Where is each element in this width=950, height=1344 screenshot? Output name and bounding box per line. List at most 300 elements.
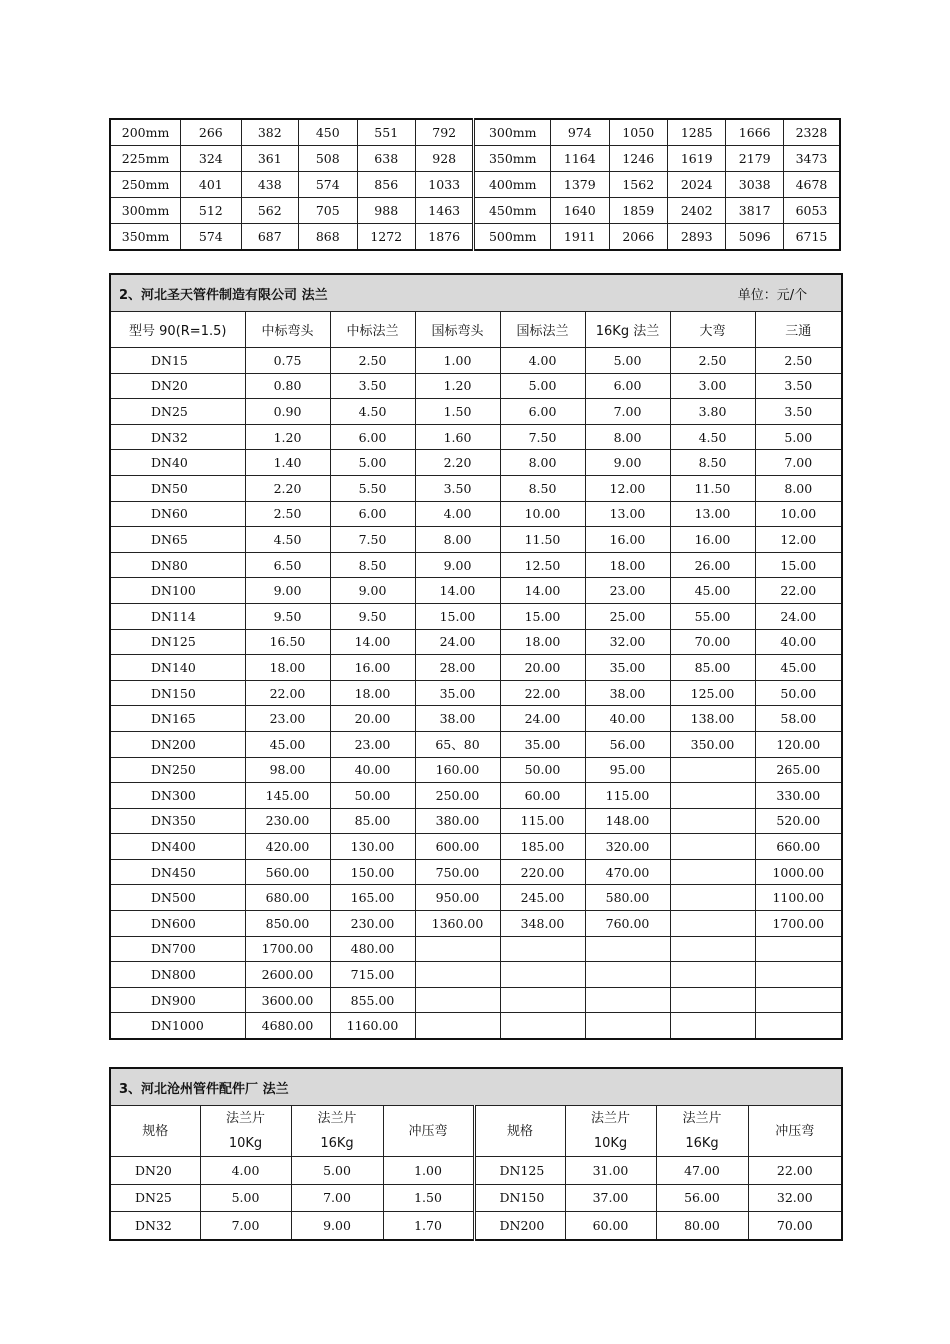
- table-cell: DN80: [110, 552, 245, 578]
- table-cell: [585, 987, 670, 1013]
- table-row: [110, 783, 842, 809]
- table-cell: 1050: [609, 119, 667, 146]
- table-cell: [500, 1013, 585, 1039]
- table-cell: 8.00: [415, 527, 500, 553]
- table-cell: 130.00: [330, 834, 415, 860]
- header-row: [110, 1106, 842, 1157]
- table-cell: 0.75: [245, 348, 330, 374]
- table-cell: 13.00: [670, 501, 755, 527]
- table-cell: 3.50: [755, 399, 842, 425]
- table-cell: 250.00: [415, 783, 500, 809]
- table-cell: DN165: [110, 706, 245, 732]
- table-title: [110, 274, 842, 312]
- table-cell: 35.00: [415, 680, 500, 706]
- table-cell: 185.00: [500, 834, 585, 860]
- table-cell: [415, 962, 500, 988]
- table-cell: 1164: [551, 146, 609, 172]
- table-cell: 2600.00: [245, 962, 330, 988]
- table-cell: 2.50: [755, 348, 842, 374]
- table-cell: 9.00: [245, 578, 330, 604]
- table-cell: 350mm: [110, 224, 181, 251]
- table-cell: 20.00: [500, 655, 585, 681]
- table-row: [110, 987, 842, 1013]
- table-cell: 125.00: [670, 680, 755, 706]
- table-row: [110, 198, 840, 224]
- table-cell: 551: [357, 119, 415, 146]
- table-cell: 10.00: [500, 501, 585, 527]
- table-cell: 3.50: [415, 475, 500, 501]
- col-header: [656, 1106, 748, 1157]
- table-cell: 47.00: [656, 1157, 748, 1185]
- table-cell: DN50: [110, 475, 245, 501]
- table-cell: 50.00: [755, 680, 842, 706]
- table-cell: DN20: [110, 373, 245, 399]
- table-cell: 7.00: [291, 1184, 383, 1212]
- table-cell: 9.50: [245, 603, 330, 629]
- col-header-line2: 10Kg: [593, 1136, 628, 1151]
- table-cell: 1360.00: [415, 911, 500, 937]
- col-header: 国标弯头: [415, 312, 500, 348]
- table-cell: 50.00: [330, 783, 415, 809]
- table-row: [110, 1013, 842, 1039]
- table-cell: 4.00: [500, 348, 585, 374]
- table-cell: 55.00: [670, 603, 755, 629]
- table-cell: 350mm: [474, 146, 551, 172]
- table-cell: DN200: [110, 731, 245, 757]
- table-cell: 7.00: [200, 1212, 291, 1240]
- table-row: [110, 911, 842, 937]
- col-header: [291, 1106, 383, 1157]
- table-cell: 680.00: [245, 885, 330, 911]
- table-cell: DN150: [110, 680, 245, 706]
- table-row: [110, 757, 842, 783]
- table-cell: 480.00: [330, 936, 415, 962]
- table-cell: 58.00: [755, 706, 842, 732]
- table-cell: 24.00: [755, 603, 842, 629]
- table-cell: [755, 962, 842, 988]
- table-cell: [500, 987, 585, 1013]
- table-cell: 16.00: [330, 655, 415, 681]
- table-row: [110, 475, 842, 501]
- col-header: [200, 1106, 291, 1157]
- table-cell: 40.00: [755, 629, 842, 655]
- table-cell: 1859: [609, 198, 667, 224]
- table-cell: 98.00: [245, 757, 330, 783]
- table-cell: [415, 1013, 500, 1039]
- table-cell: 4678: [783, 172, 840, 198]
- table-cell: 115.00: [585, 783, 670, 809]
- table-cell: 3.80: [670, 399, 755, 425]
- table-cell: 120.00: [755, 731, 842, 757]
- shengtian-flange-price-table: [109, 273, 843, 1040]
- table-cell: 1.50: [383, 1184, 474, 1212]
- table-cell: DN65: [110, 527, 245, 553]
- table-cell: [415, 936, 500, 962]
- table-row: [110, 859, 842, 885]
- table-cell: 35.00: [500, 731, 585, 757]
- table-row: [110, 936, 842, 962]
- table-cell: 401: [181, 172, 241, 198]
- table-cell: 1.50: [415, 399, 500, 425]
- table-cell: 16.00: [670, 527, 755, 553]
- table-cell: 85.00: [330, 808, 415, 834]
- table-cell: 400mm: [474, 172, 551, 198]
- table-cell: 1.70: [383, 1212, 474, 1240]
- table-cell: 250mm: [110, 172, 181, 198]
- table-cell: [755, 987, 842, 1013]
- table-cell: DN350: [110, 808, 245, 834]
- table-cell: 0.90: [245, 399, 330, 425]
- table-cell: 15.00: [500, 603, 585, 629]
- table-cell: 5.00: [500, 373, 585, 399]
- table-cell: 220.00: [500, 859, 585, 885]
- table-cell: 300mm: [474, 119, 551, 146]
- table-cell: DN125: [474, 1157, 565, 1185]
- table-cell: 760.00: [585, 911, 670, 937]
- table-row: [110, 1184, 842, 1212]
- table-cell: [670, 783, 755, 809]
- table-cell: 10.00: [755, 501, 842, 527]
- table-cell: 225mm: [110, 146, 181, 172]
- table-cell: 1379: [551, 172, 609, 198]
- col-header-line2: 10Kg: [228, 1136, 263, 1151]
- table-cell: 245.00: [500, 885, 585, 911]
- table-cell: 6.00: [585, 373, 670, 399]
- table-cell: [670, 859, 755, 885]
- table-cell: 320.00: [585, 834, 670, 860]
- table-cell: 7.00: [755, 450, 842, 476]
- table-cell: 115.00: [500, 808, 585, 834]
- table-cell: [415, 987, 500, 1013]
- table-cell: DN25: [110, 399, 245, 425]
- table-cell: 165.00: [330, 885, 415, 911]
- table-cell: DN32: [110, 424, 245, 450]
- table-row: [110, 224, 840, 251]
- table-cell: 868: [299, 224, 357, 251]
- table-cell: 8.50: [330, 552, 415, 578]
- table-cell: 2893: [668, 224, 726, 251]
- table-cell: [500, 962, 585, 988]
- table-cell: [755, 1013, 842, 1039]
- table-cell: DN500: [110, 885, 245, 911]
- table-cell: 35.00: [585, 655, 670, 681]
- table-cell: 230.00: [245, 808, 330, 834]
- col-header-line1: 规格: [142, 1123, 169, 1139]
- table-cell: 40.00: [330, 757, 415, 783]
- col-header: [474, 1106, 565, 1157]
- table-cell: 8.50: [500, 475, 585, 501]
- table-cell: 1911: [551, 224, 609, 251]
- table-cell: 450: [299, 119, 357, 146]
- table-cell: 145.00: [245, 783, 330, 809]
- table-cell: 1000.00: [755, 859, 842, 885]
- table-cell: 9.50: [330, 603, 415, 629]
- table-cell: 26.00: [670, 552, 755, 578]
- table-cell: 6715: [783, 224, 840, 251]
- table-cell: 856: [357, 172, 415, 198]
- table-cell: 8.00: [755, 475, 842, 501]
- table-cell: 18.00: [500, 629, 585, 655]
- table-cell: 850.00: [245, 911, 330, 937]
- col-header: 型号 90(R=1.5): [110, 312, 245, 348]
- table-cell: 8.00: [585, 424, 670, 450]
- table-cell: 12.50: [500, 552, 585, 578]
- table-cell: DN20: [110, 1157, 200, 1185]
- table-cell: 6.00: [500, 399, 585, 425]
- table-cell: DN800: [110, 962, 245, 988]
- table-cell: [585, 962, 670, 988]
- table-cell: 20.00: [330, 706, 415, 732]
- table-cell: [585, 936, 670, 962]
- table-title-row: [110, 274, 842, 312]
- table-row: [110, 1157, 842, 1185]
- table-cell: 380.00: [415, 808, 500, 834]
- table-row: [110, 450, 842, 476]
- table-cell: DN114: [110, 603, 245, 629]
- table-cell: 3.00: [670, 373, 755, 399]
- table-cell: DN900: [110, 987, 245, 1013]
- table-cell: 750.00: [415, 859, 500, 885]
- table-cell: DN32: [110, 1212, 200, 1240]
- table-cell: 638: [357, 146, 415, 172]
- table-cell: 56.00: [656, 1184, 748, 1212]
- table-row: [110, 629, 842, 655]
- table-cell: 45.00: [245, 731, 330, 757]
- table-cell: 7.50: [330, 527, 415, 553]
- table-cell: 3473: [783, 146, 840, 172]
- table-cell: 1562: [609, 172, 667, 198]
- table-cell: 574: [299, 172, 357, 198]
- col-header-line1: 冲压弯: [408, 1123, 448, 1139]
- table-cell: 65、80: [415, 731, 500, 757]
- table-cell: 265.00: [755, 757, 842, 783]
- table-cell: 22.00: [748, 1157, 842, 1185]
- table-cell: 5096: [726, 224, 783, 251]
- table-cell: 160.00: [415, 757, 500, 783]
- table-cell: 560.00: [245, 859, 330, 885]
- table-cell: 11.50: [670, 475, 755, 501]
- unit-label: 单位：元/个: [737, 287, 808, 303]
- table-cell: 2.20: [415, 450, 500, 476]
- table-row: [110, 578, 842, 604]
- col-header: [565, 1106, 656, 1157]
- col-header: 16Kg 法兰: [585, 312, 670, 348]
- table-cell: [670, 936, 755, 962]
- table-row: [110, 680, 842, 706]
- table-cell: 2179: [726, 146, 783, 172]
- table-cell: 12.00: [585, 475, 670, 501]
- table-cell: 1272: [357, 224, 415, 251]
- table-cell: 14.00: [500, 578, 585, 604]
- table-cell: 4.00: [200, 1157, 291, 1185]
- table-cell: 974: [551, 119, 609, 146]
- table-cell: 22.00: [245, 680, 330, 706]
- table-cell: 22.00: [755, 578, 842, 604]
- table-cell: DN450: [110, 859, 245, 885]
- table-cell: 1.20: [415, 373, 500, 399]
- table-title-row: [110, 1068, 842, 1106]
- table-cell: 5.00: [200, 1184, 291, 1212]
- table-cell: 38.00: [585, 680, 670, 706]
- col-header-line1: 法兰片: [590, 1111, 630, 1126]
- table-cell: 855.00: [330, 987, 415, 1013]
- table-cell: 31.00: [565, 1157, 656, 1185]
- table-cell: 792: [415, 119, 473, 146]
- table-cell: 1640: [551, 198, 609, 224]
- table-cell: 324: [181, 146, 241, 172]
- table-cell: DN60: [110, 501, 245, 527]
- table-cell: 18.00: [585, 552, 670, 578]
- table-cell: 1033: [415, 172, 473, 198]
- table-cell: 470.00: [585, 859, 670, 885]
- table-cell: 138.00: [670, 706, 755, 732]
- table-cell: 16.50: [245, 629, 330, 655]
- table-cell: 0.80: [245, 373, 330, 399]
- table-cell: 950.00: [415, 885, 500, 911]
- table-cell: [670, 808, 755, 834]
- table-cell: 9.00: [585, 450, 670, 476]
- table-row: [110, 603, 842, 629]
- col-header: [748, 1106, 842, 1157]
- table-cell: [670, 987, 755, 1013]
- table-cell: 5.00: [585, 348, 670, 374]
- table-cell: DN125: [110, 629, 245, 655]
- col-header: 三通: [755, 312, 842, 348]
- table-cell: 24.00: [415, 629, 500, 655]
- table-cell: 5.50: [330, 475, 415, 501]
- table-cell: 508: [299, 146, 357, 172]
- table-cell: 1666: [726, 119, 783, 146]
- table-cell: DN200: [474, 1212, 565, 1240]
- table-cell: 1.00: [415, 348, 500, 374]
- table-cell: 230.00: [330, 911, 415, 937]
- col-header-line1: 法兰片: [682, 1111, 722, 1126]
- col-header: [110, 1106, 200, 1157]
- table-cell: DN25: [110, 1184, 200, 1212]
- col-header: 大弯: [670, 312, 755, 348]
- table-row: [110, 552, 842, 578]
- table-cell: 988: [357, 198, 415, 224]
- table-cell: 574: [181, 224, 241, 251]
- table-cell: 500mm: [474, 224, 551, 251]
- table-cell: 70.00: [748, 1212, 842, 1240]
- table-cell: 14.00: [415, 578, 500, 604]
- table-cell: 715.00: [330, 962, 415, 988]
- table-row: [110, 373, 842, 399]
- table-cell: 18.00: [330, 680, 415, 706]
- table-cell: 9.00: [415, 552, 500, 578]
- table-cell: 60.00: [500, 783, 585, 809]
- table-cell: 9.00: [291, 1212, 383, 1240]
- table-cell: 3038: [726, 172, 783, 198]
- cangzhou-flange-price-table: [109, 1067, 843, 1241]
- table-cell: 4680.00: [245, 1013, 330, 1039]
- table-cell: [670, 911, 755, 937]
- table-cell: [585, 1013, 670, 1039]
- table-cell: 8.00: [500, 450, 585, 476]
- table-cell: 687: [241, 224, 298, 251]
- table-cell: 580.00: [585, 885, 670, 911]
- table-cell: 12.00: [755, 527, 842, 553]
- table-cell: 95.00: [585, 757, 670, 783]
- table-cell: 2402: [668, 198, 726, 224]
- table-cell: 660.00: [755, 834, 842, 860]
- company-title: 3、河北沧州管件配件厂 法兰: [110, 1068, 842, 1106]
- table-cell: 4.50: [330, 399, 415, 425]
- table-cell: 705: [299, 198, 357, 224]
- table-cell: 438: [241, 172, 298, 198]
- table-cell: 1619: [668, 146, 726, 172]
- table-cell: 520.00: [755, 808, 842, 834]
- table-cell: DN700: [110, 936, 245, 962]
- table-cell: 11.50: [500, 527, 585, 553]
- table-cell: 3.50: [330, 373, 415, 399]
- table-cell: 1.40: [245, 450, 330, 476]
- table-cell: DN150: [474, 1184, 565, 1212]
- table-cell: 7.00: [585, 399, 670, 425]
- table-cell: 9.00: [330, 578, 415, 604]
- table-cell: 16.00: [585, 527, 670, 553]
- table-cell: 15.00: [415, 603, 500, 629]
- table-cell: DN100: [110, 578, 245, 604]
- table-cell: 3.50: [755, 373, 842, 399]
- table-cell: 600.00: [415, 834, 500, 860]
- table-cell: DN1000: [110, 1013, 245, 1039]
- table-row: [110, 706, 842, 732]
- table-cell: 1.60: [415, 424, 500, 450]
- table-cell: 23.00: [330, 731, 415, 757]
- table-row: [110, 348, 842, 374]
- col-header: [383, 1106, 474, 1157]
- table-cell: [670, 1013, 755, 1039]
- table-cell: DN15: [110, 348, 245, 374]
- table-row: [110, 172, 840, 198]
- table-cell: 45.00: [755, 655, 842, 681]
- table-cell: 32.00: [585, 629, 670, 655]
- table-cell: 23.00: [585, 578, 670, 604]
- table-cell: 85.00: [670, 655, 755, 681]
- table-row: [110, 119, 840, 146]
- table-cell: 4.00: [415, 501, 500, 527]
- table-cell: 6.00: [330, 424, 415, 450]
- table-cell: 13.00: [585, 501, 670, 527]
- table-cell: 2024: [668, 172, 726, 198]
- table-cell: 1246: [609, 146, 667, 172]
- table-cell: 512: [181, 198, 241, 224]
- table-cell: 60.00: [565, 1212, 656, 1240]
- table-cell: 1463: [415, 198, 473, 224]
- table-cell: 4.50: [245, 527, 330, 553]
- table-cell: 1.20: [245, 424, 330, 450]
- table-cell: 2328: [783, 119, 840, 146]
- col-header: 中标弯头: [245, 312, 330, 348]
- table-cell: 4.50: [670, 424, 755, 450]
- table-cell: 1700.00: [755, 911, 842, 937]
- table-cell: 32.00: [748, 1184, 842, 1212]
- table-cell: 150.00: [330, 859, 415, 885]
- table-cell: 1.00: [383, 1157, 474, 1185]
- table-cell: 5.00: [291, 1157, 383, 1185]
- table-cell: DN300: [110, 783, 245, 809]
- col-header-line1: 冲压弯: [775, 1123, 815, 1139]
- table-cell: 14.00: [330, 629, 415, 655]
- table-cell: 382: [241, 119, 298, 146]
- table-cell: 300mm: [110, 198, 181, 224]
- table-cell: 200mm: [110, 119, 181, 146]
- table-cell: [670, 757, 755, 783]
- table-row: [110, 399, 842, 425]
- table-cell: 70.00: [670, 629, 755, 655]
